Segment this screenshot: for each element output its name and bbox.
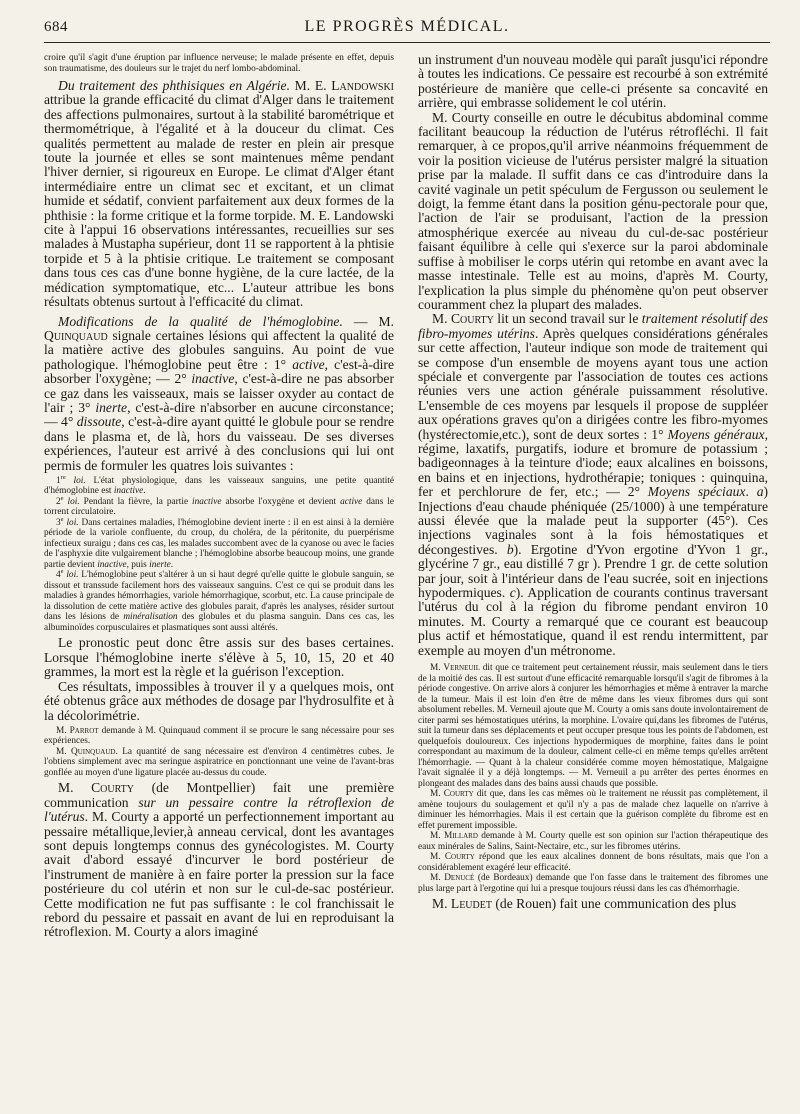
- article-paragraph: [44, 781, 394, 939]
- text-run: e: [60, 494, 64, 502]
- text-run: Leudet: [450, 896, 492, 912]
- text-run: ). Application de courants continus traversant l'utérus du col à la région du fibrome pendant environ 10 minutes. M. Courty a remarqué que ce courant est beaucoup plus actif et hémostatique, quand il est rendu intermittent, par exemple au moyen d'un métronome.: [418, 585, 768, 658]
- running-header: [44, 16, 770, 43]
- text-run: lit un second travail sur le: [493, 311, 642, 327]
- text-run: Moyens spéciaux: [647, 484, 746, 500]
- text-run: 2: [56, 496, 61, 507]
- text-run: dans le torrent circulatoire.: [44, 496, 394, 518]
- text-run: demande à M. Quinquaud comment il se procure le sang nécessaire pour ses expériences.: [44, 725, 394, 747]
- text-run: Courty: [443, 789, 474, 800]
- text-run: M.: [430, 663, 444, 674]
- text-run: loi.: [63, 496, 80, 507]
- journal-title: LE PROGRÈS MÉDICAL.: [304, 18, 510, 35]
- text-run: loi.: [63, 517, 79, 528]
- text-run: ) Injections d'eau chaude phéniquée (25/1000) à une température aussi élevée que la malade peut la supporter (45°). Ces injections vaginales sont à la fois hémostatiques et décongestives.: [418, 484, 768, 557]
- text-run: Moyens généraux: [667, 426, 765, 442]
- text-run: .: [745, 484, 757, 500]
- text-run: 3: [56, 517, 61, 528]
- text-run: , c'est-à-dire ne pas absorber ce gaz dans les vaisseaux, mais se laisser oxyder au contact de l'air ; 3°: [44, 371, 394, 415]
- right-column: [418, 53, 768, 1106]
- text-run: croire qu'il s'agit d'une éruption par influence nerveuse; le malade présente en effet, depuis son traumatisme, des douleurs sur le trajet du nerf lombo-abdominal.: [44, 53, 394, 74]
- text-run: Pendant la fièvre, la partie: [79, 496, 193, 507]
- text-run: active: [340, 496, 363, 507]
- text-run: Ces résultats, impossibles à trouver il y a quelques mois, ont été obtenus grâce aux méthodes de dosage par l'hydrosulfite et à la décolorimétrie.: [44, 678, 394, 723]
- text-run: c: [509, 585, 516, 601]
- text-run: M.: [58, 780, 92, 796]
- text-run: dissoute: [76, 414, 122, 430]
- text-run: Dans certaines maladies, l'hémoglobine devient inerte : il en est ainsi à la dernière période de la variole confluente, du croup, du choléra, de la péritonite, du puerpérisme infectieux suraigu ; dans ces cas, les malades succombent avec de la cyanose ou avec le facies de l'asphyxie dite vulgairement blanche ; l'hémoglobine absorbe beaucoup moins, une grande partie devient: [44, 517, 394, 570]
- text-run: inactive: [97, 559, 127, 570]
- text-run: dit que ce traitement peut certainement réussir, mais seulement dans le tiers de la moitié des cas. Il est surtout d'une efficacité remarquable lorsqu'il s'agit de fibromes à la période congestive. On arrive alors à conjurer les hémorrhagies et même à entraver la marche de la tumeur. Mais il est loin d'en être de même dans les vieux fibromes durs qui sont absolument rebelles. M. Verneuil ajoute que M. Courty a omis sans doute involontairement de citer parmi ses hémostatiques utérins, la morphine. L'ovaire qui,dans les fibromes de l'utérus, suit la tumeur dans ses déplacements et peut occuper presque tous les points de l'abdomen, est quelquefois douloureux. Ces injections hypodermiques de morphine, faites dans le point correspondant au maximum de la douleur, calment celle-ci en même temps qu'elles arrêtent l'hémorrhagie. — Quant à la chaleur considérée comme moyen hémostatique, Malgaigne l'avait signalée il y a déjà longtemps. — M. Verneuil a pu arrêter des pertes énormes en plongeant des malades dans des bains aussi chauds que possible.: [418, 663, 768, 789]
- left-column: [44, 53, 394, 1106]
- text-run: M.: [430, 789, 444, 800]
- text-run: des globules et du plasma sanguin. Dans ces cas, les albuminoïdes corpusculaires et plasmatiques sont aussi altérés.: [44, 612, 394, 633]
- text-run: répond que les eaux alcalines donnent de bons résultats, mais que l'on a considérablement exagéré leur efficacité.: [418, 852, 768, 873]
- text-run: .: [170, 559, 174, 570]
- text-run: Landowski: [331, 78, 394, 93]
- text-run: active: [292, 356, 325, 372]
- text-run: inactive: [192, 496, 222, 507]
- text-run: (de Bordeaux) demande que l'on fasse dans le traitement des fibromes une plus large part à l'ergotine qui lui a presque toujours réussi dans les cas d'hémorrhagie.: [418, 873, 768, 894]
- discussion-paragraph: [44, 53, 394, 74]
- text-run: , puis: [126, 559, 150, 570]
- discussion-paragraph: [418, 789, 768, 831]
- text-run: M.: [432, 896, 451, 912]
- text-run: 4: [56, 570, 61, 581]
- text-run: ). Ergotine d'Yvon ergotine d'Yvon 1 gr., glycérine 7 gr., eau distillé 7 gr ). Prendre 1 gr. de cette solution par jour, soit à l'intérieur dans de l'eau sucrée, soit en injections hypodermiques.: [418, 541, 768, 601]
- text-run: . La quantité de sang nécessaire est d'environ 4 centimètres cubes. Je l'obtiens simplement avec ma seringue aspiratrice en ponctionnant une veine de l'avant-bras gonflée au moyen d'une ligature placée au-dessus du coude.: [44, 746, 394, 778]
- text-run: Parrot: [69, 725, 99, 736]
- text-run: Denucé: [444, 873, 475, 884]
- text-run: signale certaines lésions qui affectent la qualité de la matière active des globules sanguins. Au point de vue pathologique. l'hémoglobine peut être : 1°: [44, 327, 394, 372]
- text-run: M.: [56, 725, 70, 736]
- discussion-paragraph: [44, 747, 394, 779]
- page-number: 684: [44, 19, 68, 35]
- text-run: attribue la grande efficacité du climat d'Alger dans le traitement des affections pulmonaires, surtout à la stabilité barométrique et thermométrique, à l'égalité et à la douceur du climat. Ces qualités permettent au malade de rester en plein air presque toute la journée et elles se sont maintenues même pendant l'hiver dernier, si rigoureux en Europe. Le climat d'Alger étant intermédiaire entre un climat sec et excitant, et un climat humide et sédatif, convient parfaitement aux deux formes de la phthisie : la forme critique et la forme torpide. M. E. Landowski cite à l'appui 16 observations intéressantes, recueillies sur ses malades à Mustapha supérieur, dont 11 se rapportent à la phtisie torpide et 5 à la phtisie critique. Le traitement se composant dans tous ces cas d'une bonne hygiène, de la cure lactée, de la médication symptomatique, etc... L'auteur attribue les bons résultats obtenus surtout à l'efficacité du climat.: [44, 92, 394, 310]
- article-paragraph: [418, 897, 768, 911]
- discussion-paragraph: [44, 570, 394, 633]
- text-run: loi.: [63, 570, 79, 581]
- text-run: 1: [56, 475, 61, 486]
- text-run: inerte: [95, 399, 128, 415]
- text-run: Du traitement des phthisiques en Algérie.: [58, 78, 290, 93]
- discussion-paragraph: [44, 515, 394, 571]
- text-run: M.: [432, 311, 451, 327]
- article-paragraph: [44, 79, 394, 310]
- text-run: (de Rouen) fait une communication des plus: [491, 896, 737, 912]
- text-run: re: [60, 473, 66, 481]
- text-run: Courty: [450, 311, 494, 327]
- text-run: M. Courty conseille en outre le décubitus abdominal comme facilitant beaucoup la réduction de l'utérus rétrofléchi. Il fait remarquer, à ce propos,qu'il arrive néanmoins fréquemment de voir la position vicieuse de l'utérus persister malgré la situation prise par la malade. Il suffit dans ce cas d'introduire dans la cavité vaginale un petit spéculum de Fergusson ou seulement le doigt, la femme étant dans la position génu-pectorale pour que, l'action de l'air se produisant, l'action de la pression atmosphérique exercée au niveau du cul-de-sac postérieur faisant équilibre à celle qui s'exerce sur la paroi abdominale suffise à mobiliser le corps utérin qui retombe en avant avec la masse intestinale. Telle est au moins, d'après M. Courty, l'explication la plus simple du phénomène qu'on peut observer couramment chez la plupart des malades.: [418, 109, 768, 312]
- text-run: M.: [430, 831, 444, 842]
- text-run: L'état physiologique, dans les vaisseaux sanguins, une petite quantité d'hémoglobine est: [44, 475, 394, 497]
- text-run: Verneuil: [443, 663, 481, 674]
- article-paragraph: [44, 636, 394, 679]
- text-run: , c'est-à-dire n'absorber en aucune circonstance; — 4°: [44, 399, 394, 430]
- text-run: loi.: [65, 475, 86, 486]
- text-run: e: [60, 568, 64, 576]
- text-run: inactive: [191, 371, 235, 387]
- text-run: L'hémoglobine peut s'altérer à un si haut degré qu'elle quitte le globule sanguin, se dissout et transsude facilement hors des vaisseaux sanguins. C'est ce qui se produit dans les maladies à grandes hémorrhagies, variole hémorrhagique, scorbut, etc. La cause principale de la dissolution de cette matière active des globules parait, d'après les analyses, résider surtout dans les lésions de: [44, 570, 394, 623]
- article-paragraph: [44, 315, 394, 473]
- text-run: b: [506, 541, 514, 557]
- text-run: , c'est-à-dire ayant quitté le globule pour se rendre dans le plasma et, de là, hors du vaisseau. De ses diverses expériences, l'auteur est arrivé à des conclusions qui lui ont permis de formuler les quatres lois suivantes :: [44, 414, 394, 473]
- text-run: Le pronostic peut donc être assis sur des bases certaines. Lorsque l'hémoglobine inerte s'élève à 5, 10, 15, 20 et 40 grammes, la mort est la règle et la guérison l'exception.: [44, 635, 394, 680]
- text-run: M.: [430, 852, 445, 863]
- article-paragraph: [418, 53, 768, 111]
- discussion-paragraph: [418, 831, 768, 852]
- text-run: inerte: [149, 559, 171, 570]
- text-run: minéralisation: [123, 612, 178, 623]
- text-run: . M. Courty a apporté un perfectionnement important au pessaire métallique,levier,à anneau cervical, dont les avantages sont depuis longtemps connus des gynécologistes. M. Courty avait d'abord essayé d'incurver le bord postérieur de l'instrument de manière à en faire porter la pression sur la face postérieure du col utérin et non sur le cul-de-sac postérieur. Cette modification ne fut pas suffisante : le col franchissait le rebord du pessaire et passait en avant de lui en reproduisant la rétroflexion. M. Courty a alors imaginé: [44, 809, 394, 940]
- text-run: a: [756, 484, 764, 500]
- discussion-paragraph: [418, 873, 768, 894]
- text-run: Courty: [444, 852, 475, 863]
- text-run: un instrument d'un nouveau modèle qui paraît jusqu'ici répondre à toutes les indications. Ce pessaire est recourbé à son extrémité postérieure de manière que celle-ci présente sa concavité en arrière, qui embrasse solidement le col utérin.: [418, 53, 768, 111]
- article-paragraph: [44, 680, 394, 723]
- text-run: (de Montpellier) fait une première communication: [44, 780, 394, 810]
- text-run: Quinquaud: [71, 746, 116, 757]
- discussion-paragraph: [418, 852, 768, 873]
- text-run: M.: [56, 746, 72, 757]
- text-run: traitement résolutif des fibro-myomes utérins: [418, 311, 768, 341]
- discussion-paragraph: [44, 726, 394, 747]
- text-run: — M.: [342, 313, 394, 329]
- text-run: demande à M. Courty quelle est son opinion sur l'action thérapeutique des eaux minérales de Salins, Saint-Nectaire, etc., sur les fibromes utérins.: [418, 831, 768, 852]
- text-run: e: [60, 515, 64, 523]
- text-run: sur un pessaire contre la rétroflexion de l'utérus: [44, 794, 394, 825]
- text-run: absorbe l'oxygène et devient: [221, 496, 341, 507]
- text-run: inactive: [113, 486, 144, 497]
- text-run: , c'est-à-dire absorber l'oxygène; — 2°: [44, 356, 394, 387]
- text-run: dit que, dans les cas mêmes où le traitement ne réussit pas complètement, il amène toujours du soulagement et qu'il n'y a pas de malade chez laquelle on n'arrive à diminuer les hémorrhagies. Mais il est certain que la guérison complète du fibrome est en effet purement impossible.: [418, 789, 768, 831]
- discussion-paragraph: [418, 663, 768, 789]
- article-paragraph: [418, 111, 768, 313]
- discussion-paragraph: [44, 494, 394, 518]
- text-run: Courty: [91, 780, 134, 796]
- article-paragraph: [418, 312, 768, 658]
- text-run: M. E.: [289, 78, 332, 93]
- text-run: M.: [430, 873, 445, 884]
- discussion-paragraph: [44, 473, 394, 497]
- text-run: . Après quelques considérations générales sur cette affection, l'auteur indique son mode de traitement qui se compose d'un ensemble de moyens ayant tous une action spéciale et convergente par l'association de toutes ces actions réunies vers une action générale puissamment résolutive. L'ensemble de ces moyens par lesquels il propose de suppléer aux opérations graves qu'on a dirigées contre les fibro-myomes (hystérectomie,etc.), sont de deux sortes : 1°: [418, 325, 768, 442]
- text-run: .: [143, 486, 146, 497]
- text-run: Modifications de la qualité de l'hémoglobine.: [58, 313, 343, 329]
- text-run: , régime, laxatifs, purgatifs, iodure et bromure de potassium ; badigeonnages à la teinture d'iode; eaux alcalines en boissons, en bains et en injections, hydrothérapie; toniques : quinquina, fer et perchlorure de fer, etc.; — 2°: [418, 426, 768, 500]
- text-run: Quinquaud: [44, 327, 108, 343]
- text-run: Millard: [443, 831, 478, 842]
